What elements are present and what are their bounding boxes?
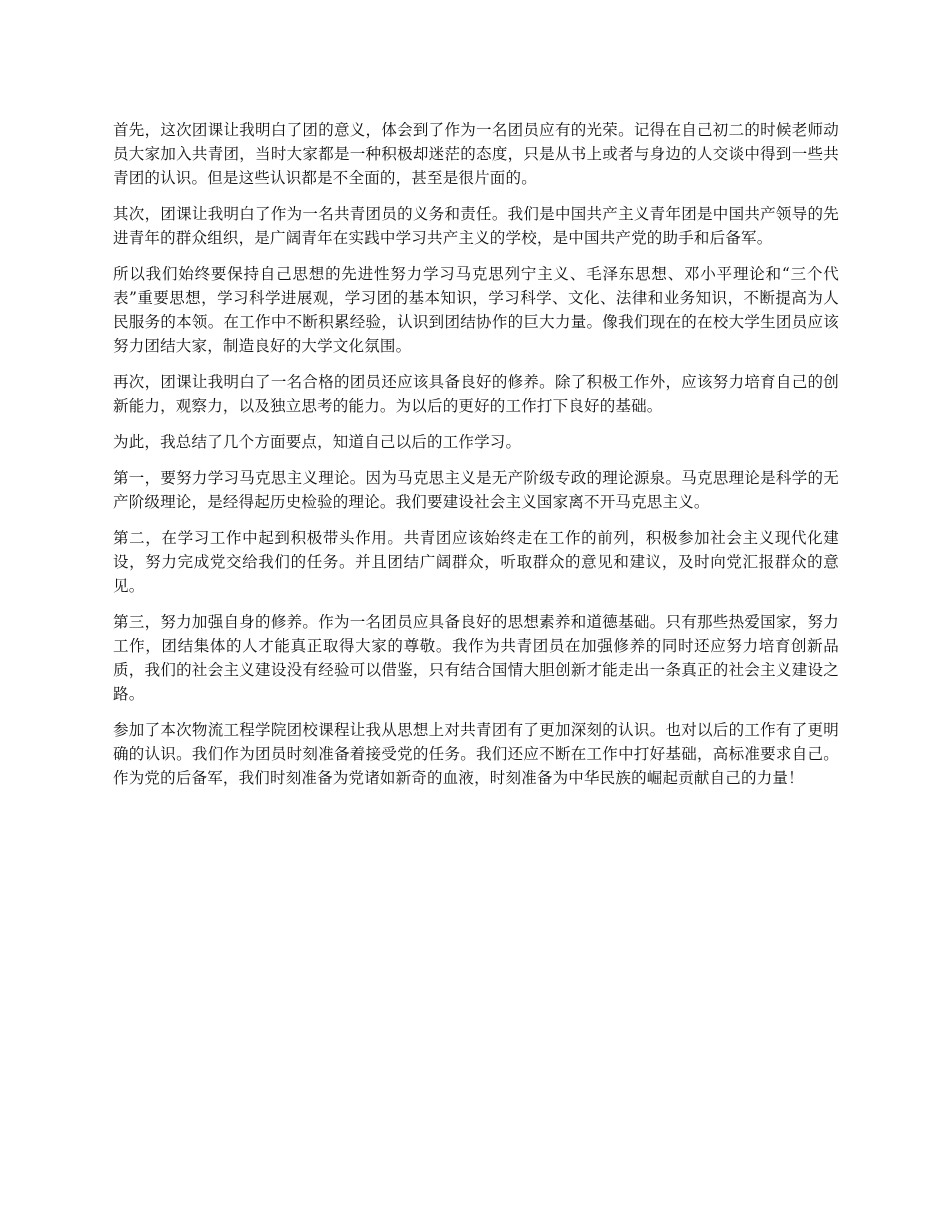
- paragraph-point-one: 第一，要努力学习马克思主义理论。因为马克思主义是无产阶级专政的理论源泉。马克思理论是科学的无产阶级理论，是经得起历史检验的理论。我们要建设社会主义国家离不开马克思主义。: [113, 469, 839, 511]
- document-body: [113, 118, 839, 802]
- paragraph-conclusion: 参加了本次物流工程学院团校课程让我从思想上对共青团有了更加深刻的认识。也对以后的工作有了更明确的认识。我们作为团员时刻准备着接受党的任务。我们还应不断在工作中打好基础，高标准要求自己。作为党的后备军，我们时刻准备为党诸如新奇的血液，时刻准备为中华民族的崛起贡献自己的力量！: [113, 721, 839, 787]
- paragraph-point-three: 第三，努力加强自身的修养。作为一名团员应具备良好的思想素养和道德基础。只有那些热爱国家，努力工作，团结集体的人才能真正取得大家的尊敬。我作为共青团员在加强修养的同时还应努力培育创新品质，我们的社会主义建设没有经验可以借鉴，只有结合国情大胆创新才能走出一条真正的社会主义建设之路。: [113, 613, 839, 703]
- paragraph-cultivation: 再次，团课让我明白了一名合格的团员还应该具备良好的修养。除了积极工作外，应该努力培育自己的创新能力，观察力，以及独立思考的能力。为以后的更好的工作打下良好的基础。: [113, 373, 839, 415]
- paragraph-point-two: 第二，在学习工作中起到积极带头作用。共青团应该始终走在工作的前列，积极参加社会主义现代化建设，努力完成党交给我们的任务。并且团结广阔群众，听取群众的意见和建议，及时向党汇报群众的意见。: [113, 529, 839, 595]
- paragraph-intro: 首先，这次团课让我明白了团的意义，体会到了作为一名团员应有的光荣。记得在自己初二的时候老师动员大家加入共青团，当时大家都是一种积极却迷茫的态度，只是从书上或者与身边的人交谈中得到一些共青团的认识。但是这些认识都是不全面的，甚至是很片面的。: [113, 121, 839, 187]
- paragraph-duty: 其次，团课让我明白了作为一名共青团员的义务和责任。我们是中国共产主义青年团是中国共产领导的先进青年的群众组织，是广阔青年在实践中学习共产主义的学校，是中国共产党的助手和后备军。: [113, 205, 839, 247]
- paragraph-study: 所以我们始终要保持自己思想的先进性努力学习马克思列宁主义、毛泽东思想、邓小平理论和“三个代表”重要思想，学习科学进展观，学习团的基本知识，学习科学、文化、法律和业务知识，不断提高为人民服务的本领。在工作中不断积累经验，认识到团结协作的巨大力量。像我们现在的在校大学生团员应该努力团结大家，制造良好的大学文化氛围。: [113, 265, 839, 355]
- paragraph-summary: 为此，我总结了几个方面要点，知道自己以后的工作学习。: [113, 433, 522, 451]
